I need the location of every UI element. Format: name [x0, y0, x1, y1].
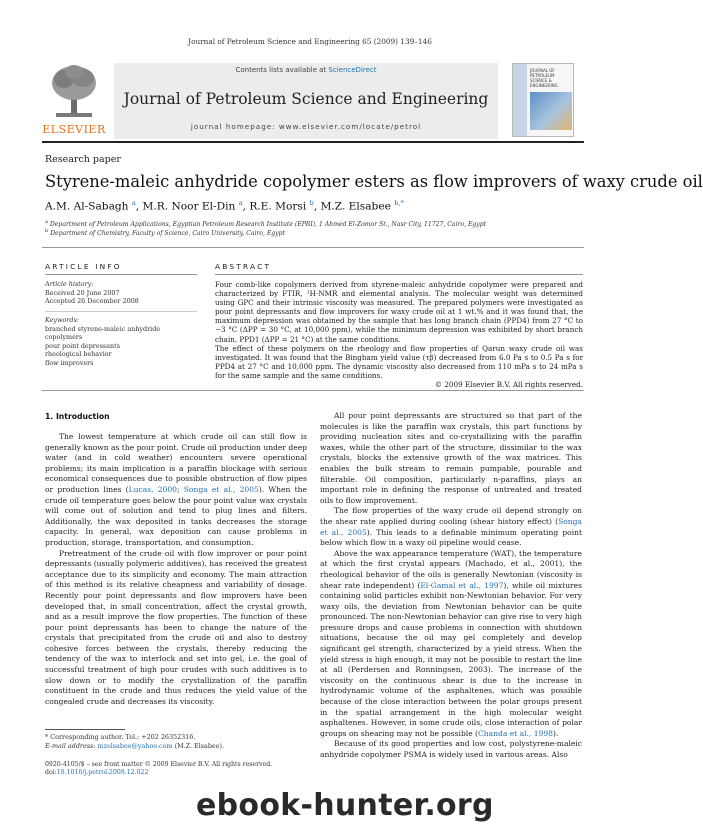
journal-homepage[interactable]: journal homepage: www.elsevier.com/locate/petrol	[190, 122, 422, 131]
affiliation	[45, 228, 285, 237]
cover-image	[530, 92, 572, 130]
corresponding-author: * Corresponding author. Tel.: +202 26352316.	[45, 733, 196, 741]
accepted-date: Accepted 26 December 2008	[45, 297, 139, 305]
cover-stripe	[513, 64, 527, 136]
affiliation-sup: b	[45, 228, 49, 234]
keywords	[45, 316, 197, 367]
author-name[interactable]: R.E. Morsi	[249, 200, 307, 213]
citation-link[interactable]: Lucas, 2000	[128, 484, 177, 494]
body-paragraph: The flow properties of the waxy crude oil depend strongly on the shear rate applied during cooling (shear history effect) (Songa et al., 2005). This leads to a definable minimum operating point below which flow in a waxy oil pipeline would cease.	[320, 506, 583, 548]
elsevier-logo	[42, 63, 106, 137]
author-name[interactable]: M.R. Noor El-Din	[142, 200, 236, 213]
article-history	[45, 280, 197, 306]
keywords-label: Keywords:	[45, 316, 79, 324]
body-paragraph: Pretreatment of the crude oil with flow improver or pour point depressants (usually polymeric additives), has received the greatest acceptance due to its simplicity and economy. The main attraction of this method is its relative cheapness and variability of dosage. Recently pour point depressants and flow improvers have been developed that, in small concentration, affect the crystal growth, and as a result improve the flow properties. The function of these pour point depressants has been to change the nature of the crystals that precipitated from the crude oil and also to destroy cohesive forces between the crystals, thereby reducing the tendency of the wax to interlock and set into gel, i.e. the goal of successful treatment of high pour crudes with such additives is to slow down or to modify the crystallization of the paraffin constituent in the crude and thus reduces the yield value of the congealed crude and decreases its viscosity.	[45, 548, 307, 706]
article-title: Styrene-maleic anhydride copolymer esters as flow improvers of waxy crude oil	[45, 172, 703, 191]
abstract-heading: ABSTRACT	[215, 262, 272, 271]
section-heading-introduction: 1. Introduction	[45, 412, 110, 421]
author-sup: b	[309, 199, 314, 207]
abstract-paragraph: Four comb-like copolymers derived from styrene-maleic anhydride copolymer were prepared and characterized by FTIR, ¹H-NMR and elemental analysis. The molecular weight was determined using GPC and their intrinsic viscosity was measured. The prepared polymers were investigated as pour point depressants and flow improvers for waxy crude oil at 1 wt.% and it was found that, the maximum depression was obtained by the sample that has long branch chain (PPD4) from 27 °C to −3 °C (ΔPP = 30 °C, at 10,000 ppm), while the minimum depression was exhibited by short branch chain, PPD1 (ΔPP = 21 °C) at the same conditions.	[215, 280, 583, 344]
body-paragraph: The lowest temperature at which crude oil can still flow is generally known as the pour point. Crude oil production under deep water (and in cold weather) encounters severe operational problems; its main implication is a paraffin blockage with serious economical consequences due to possible obstruction of flow pipes or production lines (Lucas, 2000; Songa et al., 2005). When the crude oil temperature goes below the pour point value wax crystals will come out of solution and tend to plug lines and filters. Additionally, the wax deposited in tanks decreases the storage capacity. In general, wax deposition can cause problems in production, storage, transportation, and consumption.	[45, 432, 307, 547]
body-column-left	[45, 432, 307, 707]
abstract-paragraph: The effect of these polymers on the rheology and flow properties of Qarun waxy crude oil was investigated. It was found that the Bingham yield value (τβ) decreased from 6.0 Pa s to 0.5 Pa s for PPD4 at 27 °C and 10,000 ppm. The dynamic viscosity also decreased from 110 mPa s to 24 mPa s for the same sample and the same conditions.	[215, 343, 583, 380]
citation-link[interactable]: Chanda et al., 1998	[478, 728, 553, 738]
article-info-rule	[45, 274, 197, 275]
cover-title: JOURNAL OF PETROLEUM SCIENCE & ENGINEERING	[530, 68, 558, 88]
keyword: rheological behavior	[45, 350, 112, 358]
affiliation-sup: a	[45, 219, 48, 225]
author-sup: a	[131, 199, 136, 207]
contents-line: Contents lists available at ScienceDirect	[235, 66, 377, 74]
email-link[interactable]: mzelsabee@yahoo.com	[97, 741, 173, 750]
journal-header	[114, 63, 498, 139]
body-paragraph: All pour point depressants are structured so that part of the molecules is like the paraffin wax crystals, this part functions by providing nucleation sites and co-crystallizing with the paraffin waxes, while the other part of the structure, dissimilar to the wax crystals, blocks the extensive growth of the wax matrices. This enables the bulk stream to remain pumpable, pourable and filterable. Oil composition, particularly n-paraffins, plays an important role in defining the response of untreated and treated oils to flow improvement.	[320, 411, 582, 505]
masthead	[42, 63, 582, 139]
author-name[interactable]: A.M. Al-Sabagh	[45, 200, 129, 213]
keyword: flow improvers	[45, 358, 94, 367]
email-line: E-mail address: mzelsabee@yahoo.com (M.Z. Elsabee).	[45, 741, 225, 750]
keyword: copolymers	[45, 333, 83, 341]
abstract-body	[215, 280, 583, 389]
elsevier-tree-icon	[48, 63, 100, 119]
abstract-rule	[215, 274, 583, 275]
article-info-heading: ARTICLE INFO	[45, 262, 122, 271]
sciencedirect-link[interactable]: ScienceDirect	[328, 66, 377, 74]
doi-line: doi:10.1016/j.petrol.2008.12.022	[45, 769, 149, 776]
author-sup: a	[238, 199, 243, 207]
author-list: A.M. Al-Sabagh $^a$, M.R. Noor El-Din $^a$, R.E. Morsi $^b$, M.Z. Elsabee $^{b,*}$	[45, 199, 404, 213]
author-name[interactable]: M.Z. Elsabee	[320, 200, 391, 213]
front-matter	[45, 761, 272, 777]
doi-link[interactable]: 10.1016/j.petrol.2008.12.022	[56, 769, 149, 776]
keyword: branched styrene-maleic anhydride	[45, 324, 161, 333]
author-sup: b,*	[394, 199, 404, 207]
affiliation-text: Department of Chemistry, Faculty of Science, Cairo University, Cairo, Egypt	[50, 230, 285, 238]
info-divider	[45, 311, 197, 312]
journal-reference: Journal of Petroleum Science and Engineering 65 (2009) 139–146	[188, 37, 432, 46]
citation-link[interactable]: Songa et al., 2005	[183, 484, 259, 494]
received-date: Received 20 June 2007	[45, 288, 120, 297]
journal-title: Journal of Petroleum Science and Engineering	[123, 90, 489, 108]
article-type: Research paper	[45, 154, 121, 165]
citation-link[interactable]: El-Gamal et al., 1997	[420, 580, 504, 590]
section-rule	[42, 247, 584, 248]
journal-cover	[512, 63, 574, 137]
elsevier-wordmark: ELSEVIER	[42, 123, 106, 136]
body-paragraph: Because of its good properties and low cost, polystyrene-maleic anhydride copolymer PSMA is widely used in various areas. Also	[320, 739, 582, 759]
body-paragraph: Above the wax appearance temperature (WAT), the temperature at which the first crystal appears (Machado, et al., 2001), the rheological behavior of the oils is generally Newtonian (viscosity is shear rate independent) (El-Gamal et al., 1997), while oil mixtures containing solid particles exhibit non-Newtonian behavior. For very waxy oils, the deviation from Newtonian behavior can be quite pronounced. The non-Newtonian behavior can give rise to very high pressure drops and cause problems in connection with shutdown situations, because the oil may gel completely and develop significant gel strength, characterized by a yield stress. When the yield stress is high enough, it may not be possible to restart the line at all (Perdersen and Ronningsen, 2003). The increase of the viscosity on the continuous shear is due to the increase in hydrodynamic volume of the asphaltenes, which was possible because of the close interaction between the polar groups present in the spatial arrangement in the high molecular weight asphaltenes. However, in some crude oils, close interaction of polar groups on shearing may not be possible (Chanda et al., 1998).	[320, 548, 583, 738]
watermark: ebook-hunter.org	[196, 788, 494, 823]
copyright-notice: © 2009 Elsevier B.V. All rights reserved.	[434, 380, 583, 390]
body-column-right	[320, 411, 582, 761]
issn-line: 0920-4105/$ – see front matter © 2009 Elsevier B.V. All rights reserved.	[45, 761, 273, 768]
footnote	[45, 733, 224, 750]
footnote-rule	[45, 729, 125, 730]
affiliation-text: Department of Petroleum Applications, Egyptian Petroleum Research Institute (EPRI), 1 Ahmed El-Zomor St., Nasr City, 11727, Cairo, Egypt	[49, 221, 487, 229]
citation-link[interactable]: Songa et al., 2005	[320, 516, 582, 537]
abstract-end-rule	[42, 390, 584, 391]
history-label: Article history:	[45, 280, 94, 288]
header-rule	[42, 141, 584, 143]
keyword: pour point depressants	[45, 341, 120, 350]
affiliation	[45, 219, 486, 228]
